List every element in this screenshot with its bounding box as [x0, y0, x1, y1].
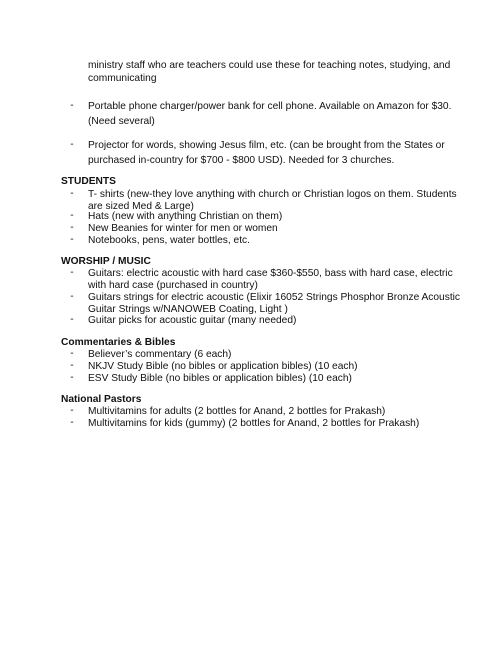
bullet-dash: - [70, 222, 74, 233]
list-item-text: Guitar Strings w/NANOWEB Coating, Light ) [88, 304, 288, 315]
intro-line-1: ministry staff who are teachers could use these for teaching notes, studying, and [88, 60, 451, 71]
section-heading-pastors: National Pastors [61, 394, 142, 405]
list-item-text: Hats (new with anything Christian on them) [88, 211, 283, 222]
section-heading-students: STUDENTS [61, 176, 116, 187]
intro-line-2: communicating [88, 73, 157, 84]
list-item-text: (Need several) [88, 116, 155, 127]
list-item-text: Guitar picks for acoustic guitar (many needed) [88, 315, 297, 326]
bullet-dash: - [70, 348, 74, 359]
list-item-text: Multivitamins for kids (gummy) (2 bottles for Anand, 2 bottles for Prakash) [88, 418, 420, 429]
bullet-dash: - [70, 210, 74, 221]
bullet-dash: - [70, 405, 74, 416]
list-item-text: T- shirts (new-they love anything with church or Christian logos on them. Students [88, 189, 457, 200]
list-item-text: purchased in-country for $700 - $800 USD). Needed for 3 churches. [88, 155, 395, 166]
section-heading-worship: WORSHIP / MUSIC [61, 256, 151, 267]
list-item-text: Portable phone charger/power bank for cell phone. Available on Amazon for $30. [88, 101, 452, 112]
list-item-text: Multivitamins for adults (2 bottles for Anand, 2 bottles for Prakash) [88, 406, 386, 417]
list-item-text: Notebooks, pens, water bottles, etc. [88, 235, 250, 246]
bullet-dash: - [70, 314, 74, 325]
bullet-dash: - [70, 234, 74, 245]
bullet-dash: - [70, 100, 74, 111]
list-item-text: Projector for words, showing Jesus film, etc. (can be brought from the States or [88, 140, 445, 151]
list-item-text: Guitars: electric acoustic with hard case $360-$550, bass with hard case, electric [88, 268, 453, 279]
list-item-text: with hard case (purchased in country) [88, 280, 258, 291]
list-item-text: NKJV Study Bible (no bibles or application bibles) (10 each) [88, 361, 358, 372]
bullet-dash: - [70, 360, 74, 371]
bullet-dash: - [70, 139, 74, 150]
bullet-dash: - [70, 372, 74, 383]
bullet-dash: - [70, 291, 74, 302]
section-heading-commentaries: Commentaries & Bibles [61, 337, 176, 348]
list-item-text: Believer’s commentary (6 each) [88, 349, 232, 360]
bullet-dash: - [70, 267, 74, 278]
list-item-text: New Beanies for winter for men or women [88, 223, 278, 234]
list-item-text: Guitars strings for electric acoustic (Elixir 16052 Strings Phosphor Bronze Acoustic [88, 292, 461, 303]
list-item-text: are sized Med & Large) [88, 201, 194, 212]
bullet-dash: - [70, 417, 74, 428]
list-item-text: ESV Study Bible (no bibles or application bibles) (10 each) [88, 373, 352, 384]
bullet-dash: - [70, 188, 74, 199]
